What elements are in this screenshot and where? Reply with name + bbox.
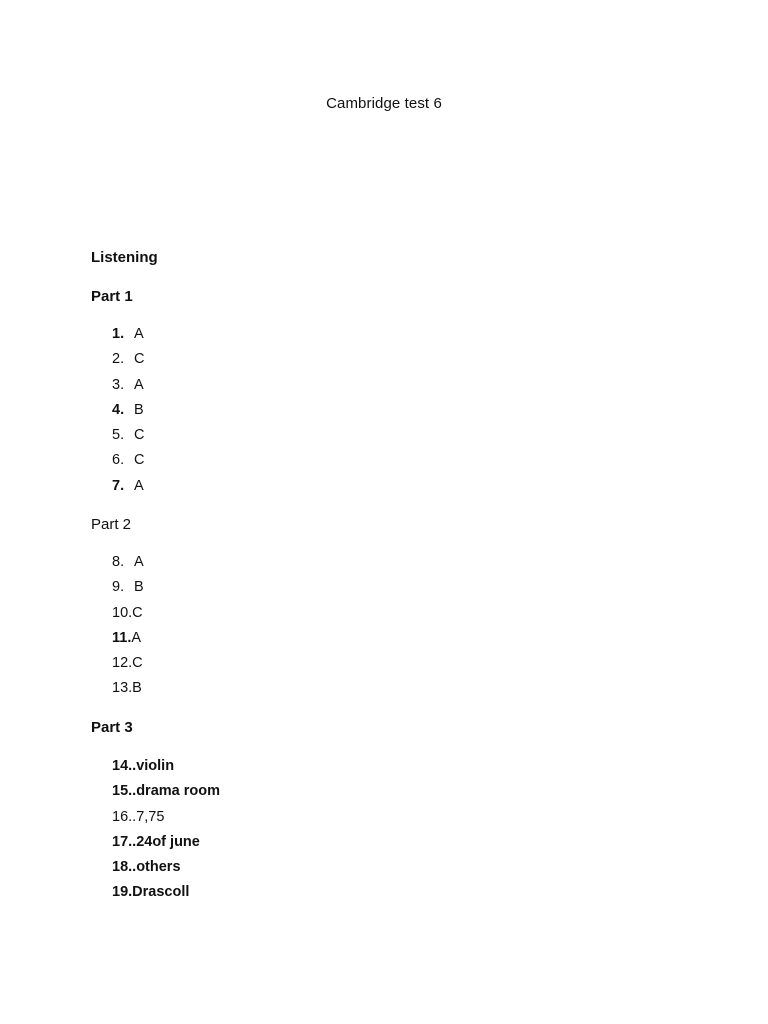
- list-item: [112, 626, 144, 651]
- part-2-heading: Part 2: [91, 516, 132, 533]
- item-answer: A: [131, 629, 142, 646]
- list-item: [112, 880, 220, 905]
- item-answer: .violin: [132, 758, 175, 774]
- list-item: [112, 347, 144, 372]
- item-answer: C: [134, 427, 145, 444]
- item-number: 5.: [112, 427, 125, 444]
- list-item: [112, 474, 144, 499]
- item-number: 13.: [112, 680, 133, 697]
- item-answer: .others: [132, 859, 181, 876]
- item-number: 15.: [112, 783, 133, 800]
- item-answer: .24of june: [132, 833, 200, 850]
- item-answer: B: [134, 401, 144, 418]
- item-answer: Drascoll: [132, 884, 190, 901]
- list-item: [112, 676, 144, 701]
- item-answer: A: [134, 326, 144, 342]
- item-number: 17.: [112, 833, 133, 850]
- item-number: 8.: [112, 554, 125, 570]
- list-item: [112, 322, 144, 347]
- list-item: [112, 651, 144, 676]
- list-item: [112, 754, 220, 779]
- list-item: [112, 601, 144, 626]
- list-item: [112, 423, 144, 448]
- item-answer: A: [134, 554, 144, 570]
- item-number: 10.: [112, 604, 133, 621]
- list-item: [112, 805, 220, 830]
- page-title: Cambridge test 6: [326, 95, 442, 112]
- item-number: 18.: [112, 859, 133, 876]
- section-heading-listening: Listening: [91, 249, 158, 266]
- item-answer: C: [134, 351, 145, 368]
- item-answer: C: [134, 452, 145, 469]
- list-item: [112, 550, 144, 575]
- item-answer: .drama room: [132, 783, 221, 800]
- part-1-answer-list: [112, 322, 144, 499]
- item-number: 16.: [112, 808, 133, 825]
- list-item: [112, 575, 144, 600]
- part-3-answer-list: [112, 754, 220, 906]
- item-number: 19.: [112, 884, 133, 901]
- item-number: 9.: [112, 579, 125, 596]
- item-number: 1.: [112, 326, 125, 342]
- item-number: 4.: [112, 401, 125, 418]
- list-item: [112, 779, 220, 804]
- item-answer: B: [132, 680, 142, 697]
- item-number: 12.: [112, 655, 133, 672]
- list-item: [112, 448, 144, 473]
- list-item: [112, 830, 220, 855]
- item-number: 3.: [112, 376, 125, 393]
- item-number: 14.: [112, 758, 133, 774]
- list-item: [112, 855, 220, 880]
- list-item: [112, 398, 144, 423]
- item-answer: A: [134, 376, 144, 393]
- part-2-answer-list: [112, 550, 144, 702]
- item-number: 2.: [112, 351, 125, 368]
- part-3-heading: Part 3: [91, 719, 133, 736]
- item-answer: C: [132, 655, 143, 672]
- list-item: [112, 373, 144, 398]
- item-answer: .7,75: [132, 808, 165, 825]
- item-number: 11.: [112, 629, 132, 646]
- item-answer: B: [134, 579, 144, 596]
- part-1-heading: Part 1: [91, 288, 133, 305]
- item-number: 6.: [112, 452, 125, 469]
- item-number: 7.: [112, 477, 125, 494]
- item-answer: C: [132, 604, 143, 621]
- item-answer: A: [134, 477, 144, 494]
